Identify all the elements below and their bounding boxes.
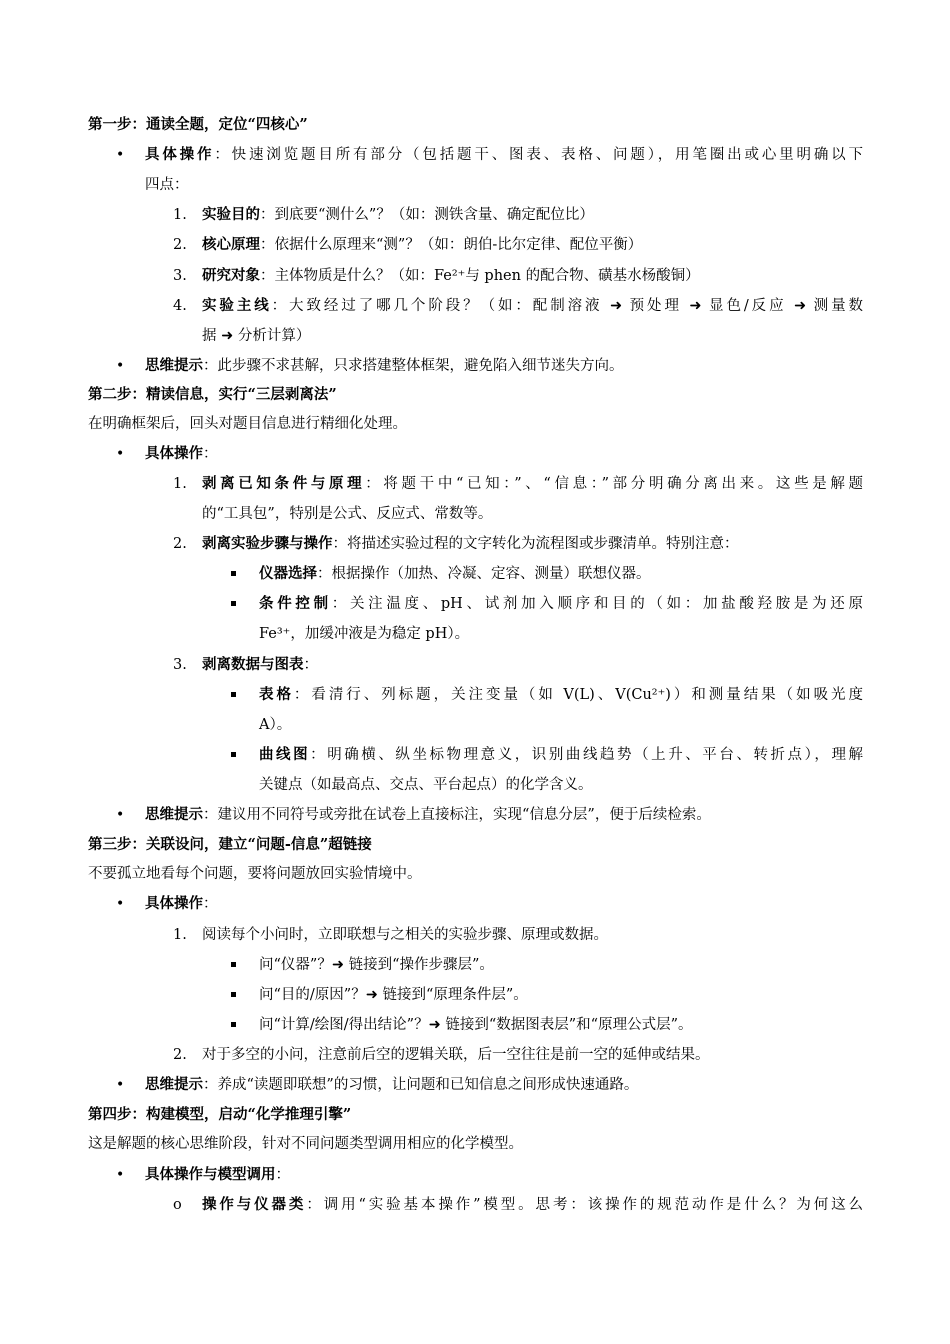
list-number: 3. [173,657,187,673]
bullet-dot: • [116,807,125,823]
tip-text: ：建议用不同符号或旁批在试卷上直接标注，实现“信息分层”，便于后续检索。 [203,807,711,823]
list-number: 2. [173,237,187,253]
item-label: 剥离已知条件与原理 [202,475,366,492]
list-item [202,205,594,225]
sub-item-continuation: Fe³⁺，加缓冲液是为稳定 pH）。 [259,626,470,642]
item-text: ：将描述实验过程的文字转化为流程图或步骤清单。特别注意： [332,536,739,552]
sub-item [259,564,651,584]
list-item [202,1195,863,1215]
square-bullet [231,752,236,757]
bullet-dot: • [116,1167,125,1183]
item-text: ：主体物质是什么？（如：Fe²⁺与 phen 的配合物、磺基水杨酸铜） [260,268,700,284]
list-number: 1. [173,927,187,943]
list-marker-o: o [173,1197,182,1213]
bullet-dot: • [116,1077,125,1093]
square-bullet [231,571,236,576]
item-label: 实验目的 [202,206,260,223]
square-bullet [231,962,236,967]
item-text: ：大致经过了哪几个阶段？（如：配制溶液 ➜ 预处理 ➜ 显色/反应 ➜ 测量数 [271,298,863,314]
sub-item [259,745,863,765]
step3-operation [145,894,218,914]
op-suffix: ： [203,896,218,912]
item-text: ：依据什么原理来“测”？（如：朗伯-比尔定律、配位平衡） [260,237,643,253]
step3-intro: 不要孤立地看每个问题，要将问题放回实验情境中。 [88,866,422,882]
bullet-dot: • [116,446,125,462]
sub-item-label: 表格 [259,686,294,703]
step4-intro: 这是解题的核心思维阶段，针对不同问题类型调用相应的化学模型。 [88,1136,523,1152]
tip-label: 思维提示 [145,1076,203,1093]
sub-item [259,594,863,614]
list-item [202,266,700,286]
step2-tip [145,805,711,825]
list-number: 2. [173,1047,187,1063]
step2-intro: 在明确框架后，回头对题目信息进行精细化处理。 [88,416,407,432]
item-label: 研究对象 [202,267,260,284]
item-suffix: ： [303,657,318,673]
tip-label: 思维提示 [145,806,203,823]
sub-item: 问“目的/原因”？➜ 链接到“原理条件层”。 [259,987,528,1003]
square-bullet [231,992,236,997]
step1-heading: 第一步：通读全题，定位“四核心” [88,116,308,133]
item-text: ：调用“实验基本操作”模型。思考：该操作的规范动作是什么？为何这么 [306,1197,864,1213]
step2-operation [145,444,218,464]
list-item [202,235,642,255]
list-item [202,534,739,554]
list-number: 1. [173,476,187,492]
square-bullet [231,601,236,606]
sub-item-text: ：明确横、纵坐标物理意义，识别曲线趋势（上升、平台、转折点），理解 [310,747,864,763]
list-item: 对于多空的小问，注意前后空的逻辑关联，后一空往往是前一空的延伸或结果。 [202,1047,710,1063]
tip-text: ：养成“读题即联想”的习惯，让问题和已知信息之间形成快速通路。 [203,1077,639,1093]
item-label: 剥离数据与图表 [202,656,304,673]
step1-operation-line2: 四点： [145,177,189,193]
op-suffix: ： [203,446,218,462]
step4-heading: 第四步：构建模型，启动“化学推理引擎” [88,1106,352,1123]
item-label: 核心原理 [202,236,260,253]
step3-heading: 第三步：关联设问，建立“问题-信息”超链接 [88,836,372,853]
sub-item-text: ：关注温度、pH、试剂加入顺序和目的（如：加盐酸羟胺是为还原 [331,596,863,612]
list-item [202,655,318,675]
item-label: 剥离实验步骤与操作 [202,535,333,552]
list-item: 阅读每个小问时，立即联想与之相关的实验步骤、原理或数据。 [202,927,608,943]
op-label: 具体操作 [145,895,203,912]
op-suffix: ： [275,1167,290,1183]
sub-item-continuation: 关键点（如最高点、交点、平台起点）的化学含义。 [259,777,593,793]
item-label: 实验主线 [202,297,272,314]
sub-item [259,685,863,705]
sub-item-label: 曲线图 [259,746,311,763]
sub-item: 问“仪器”？➜ 链接到“操作步骤层”。 [259,957,494,973]
list-number: 3. [173,268,187,284]
list-item [202,296,863,316]
op-label: 具体操作 [145,445,203,462]
list-item-continuation: 的“工具包”，特别是公式、反应式、常数等。 [202,506,493,522]
sub-item-text: ：根据操作（加热、冷凝、定容、测量）联想仪器。 [317,566,651,582]
item-text: ：到底要“测什么”？（如：测铁含量、确定配位比） [260,207,594,223]
item-label: 操作与仪器类 [202,1196,307,1213]
tip-label: 思维提示 [145,357,203,374]
item-text: ：将题干中“已知：”、“信息：”部分明确分离出来。这些是解题 [365,476,863,492]
list-item-continuation: 据 ➜ 分析计算） [202,328,311,344]
step1-op-label: 具体操作 [145,146,215,163]
step4-operation [145,1165,290,1185]
list-number: 1. [173,207,187,223]
sub-item-continuation: A）。 [259,717,292,733]
list-number: 2. [173,536,187,552]
step1-op-text: ：快速浏览题目所有部分（包括题干、图表、表格、问题），用笔圈出或心里明确以下 [214,147,863,163]
square-bullet [231,692,236,697]
tip-text: ：此步骤不求甚解，只求搭建整体框架，避免陷入细节迷失方向。 [203,358,624,374]
list-number: 4. [173,298,187,314]
step3-tip [145,1075,638,1095]
bullet-dot: • [116,147,125,163]
sub-item: 问“计算/绘图/得出结论”？➜ 链接到“数据图表层”和“原理公式层”。 [259,1017,693,1033]
step2-heading: 第二步：精读信息，实行“三层剥离法” [88,386,337,403]
list-item [202,474,863,494]
step1-tip [145,356,624,376]
sub-item-label: 条件控制 [259,595,332,612]
bullet-dot: • [116,358,125,374]
bullet-dot: • [116,896,125,912]
op-label: 具体操作与模型调用 [145,1166,276,1183]
sub-item-text: ：看清行、列标题，关注变量（如 V(L)、V(Cu²⁺)）和测量结果（如吸光度 [293,687,863,703]
square-bullet [231,1022,236,1027]
step1-operation-line1 [145,145,863,165]
sub-item-label: 仪器选择 [259,565,317,582]
